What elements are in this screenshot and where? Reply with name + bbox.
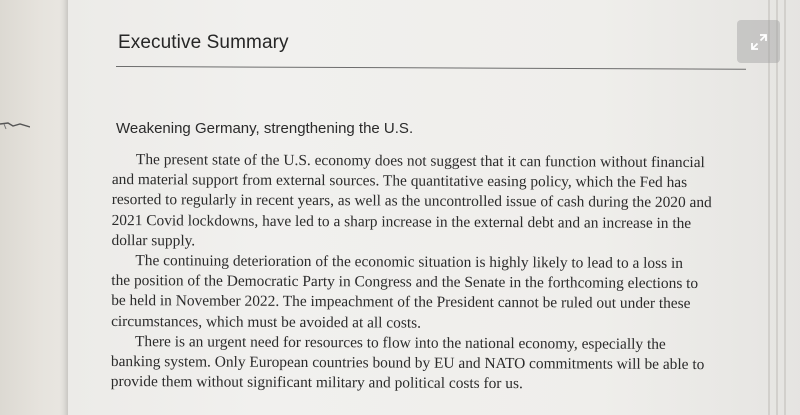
section-heading: Weakening Germany, strengthening the U.S.: [116, 120, 414, 137]
expand-arrows-icon: [749, 32, 769, 52]
text-line: There is an urgent need for resources to flow into the national economy, especially the: [134, 332, 666, 353]
text-line: the position of the Democratic Party in Congress and the Senate in the forthcoming elections to: [111, 272, 699, 293]
body-paragraphs: [111, 150, 752, 396]
text-line: 2021 Covid lockdowns, have led to a sharp increase in the external debt and an increase in the: [111, 211, 692, 232]
expand-button[interactable]: [737, 20, 780, 63]
text-line: The present state of the U.S. economy does not suggest that it can function without financial: [135, 151, 705, 172]
text-line: provide them without significant military and political costs for us.: [110, 373, 523, 393]
text-line: be held in November 2022. The impeachment of the President cannot be ruled out under these: [111, 292, 691, 313]
text-line: The continuing deterioration of the economic situation is highly likely to lead to a loss in: [135, 252, 684, 273]
text-line: and material support from external sources. The quantitative easing policy, which the Fed has: [111, 171, 688, 192]
text-line: dollar supply.: [111, 231, 196, 250]
page-edge: [784, 0, 786, 415]
text-line: circumstances, which must be avoided at all costs.: [111, 312, 422, 332]
text-line: banking system. Only European countries bound by EU and NATO commitments will be able to: [110, 353, 705, 374]
text-line: resorted to regularly in recent years, as well as the uncontrolled issue of cash during the 2020 and: [111, 191, 712, 212]
page-title: Executive Summary: [118, 32, 289, 53]
wall-crack-decoration: [0, 118, 30, 132]
